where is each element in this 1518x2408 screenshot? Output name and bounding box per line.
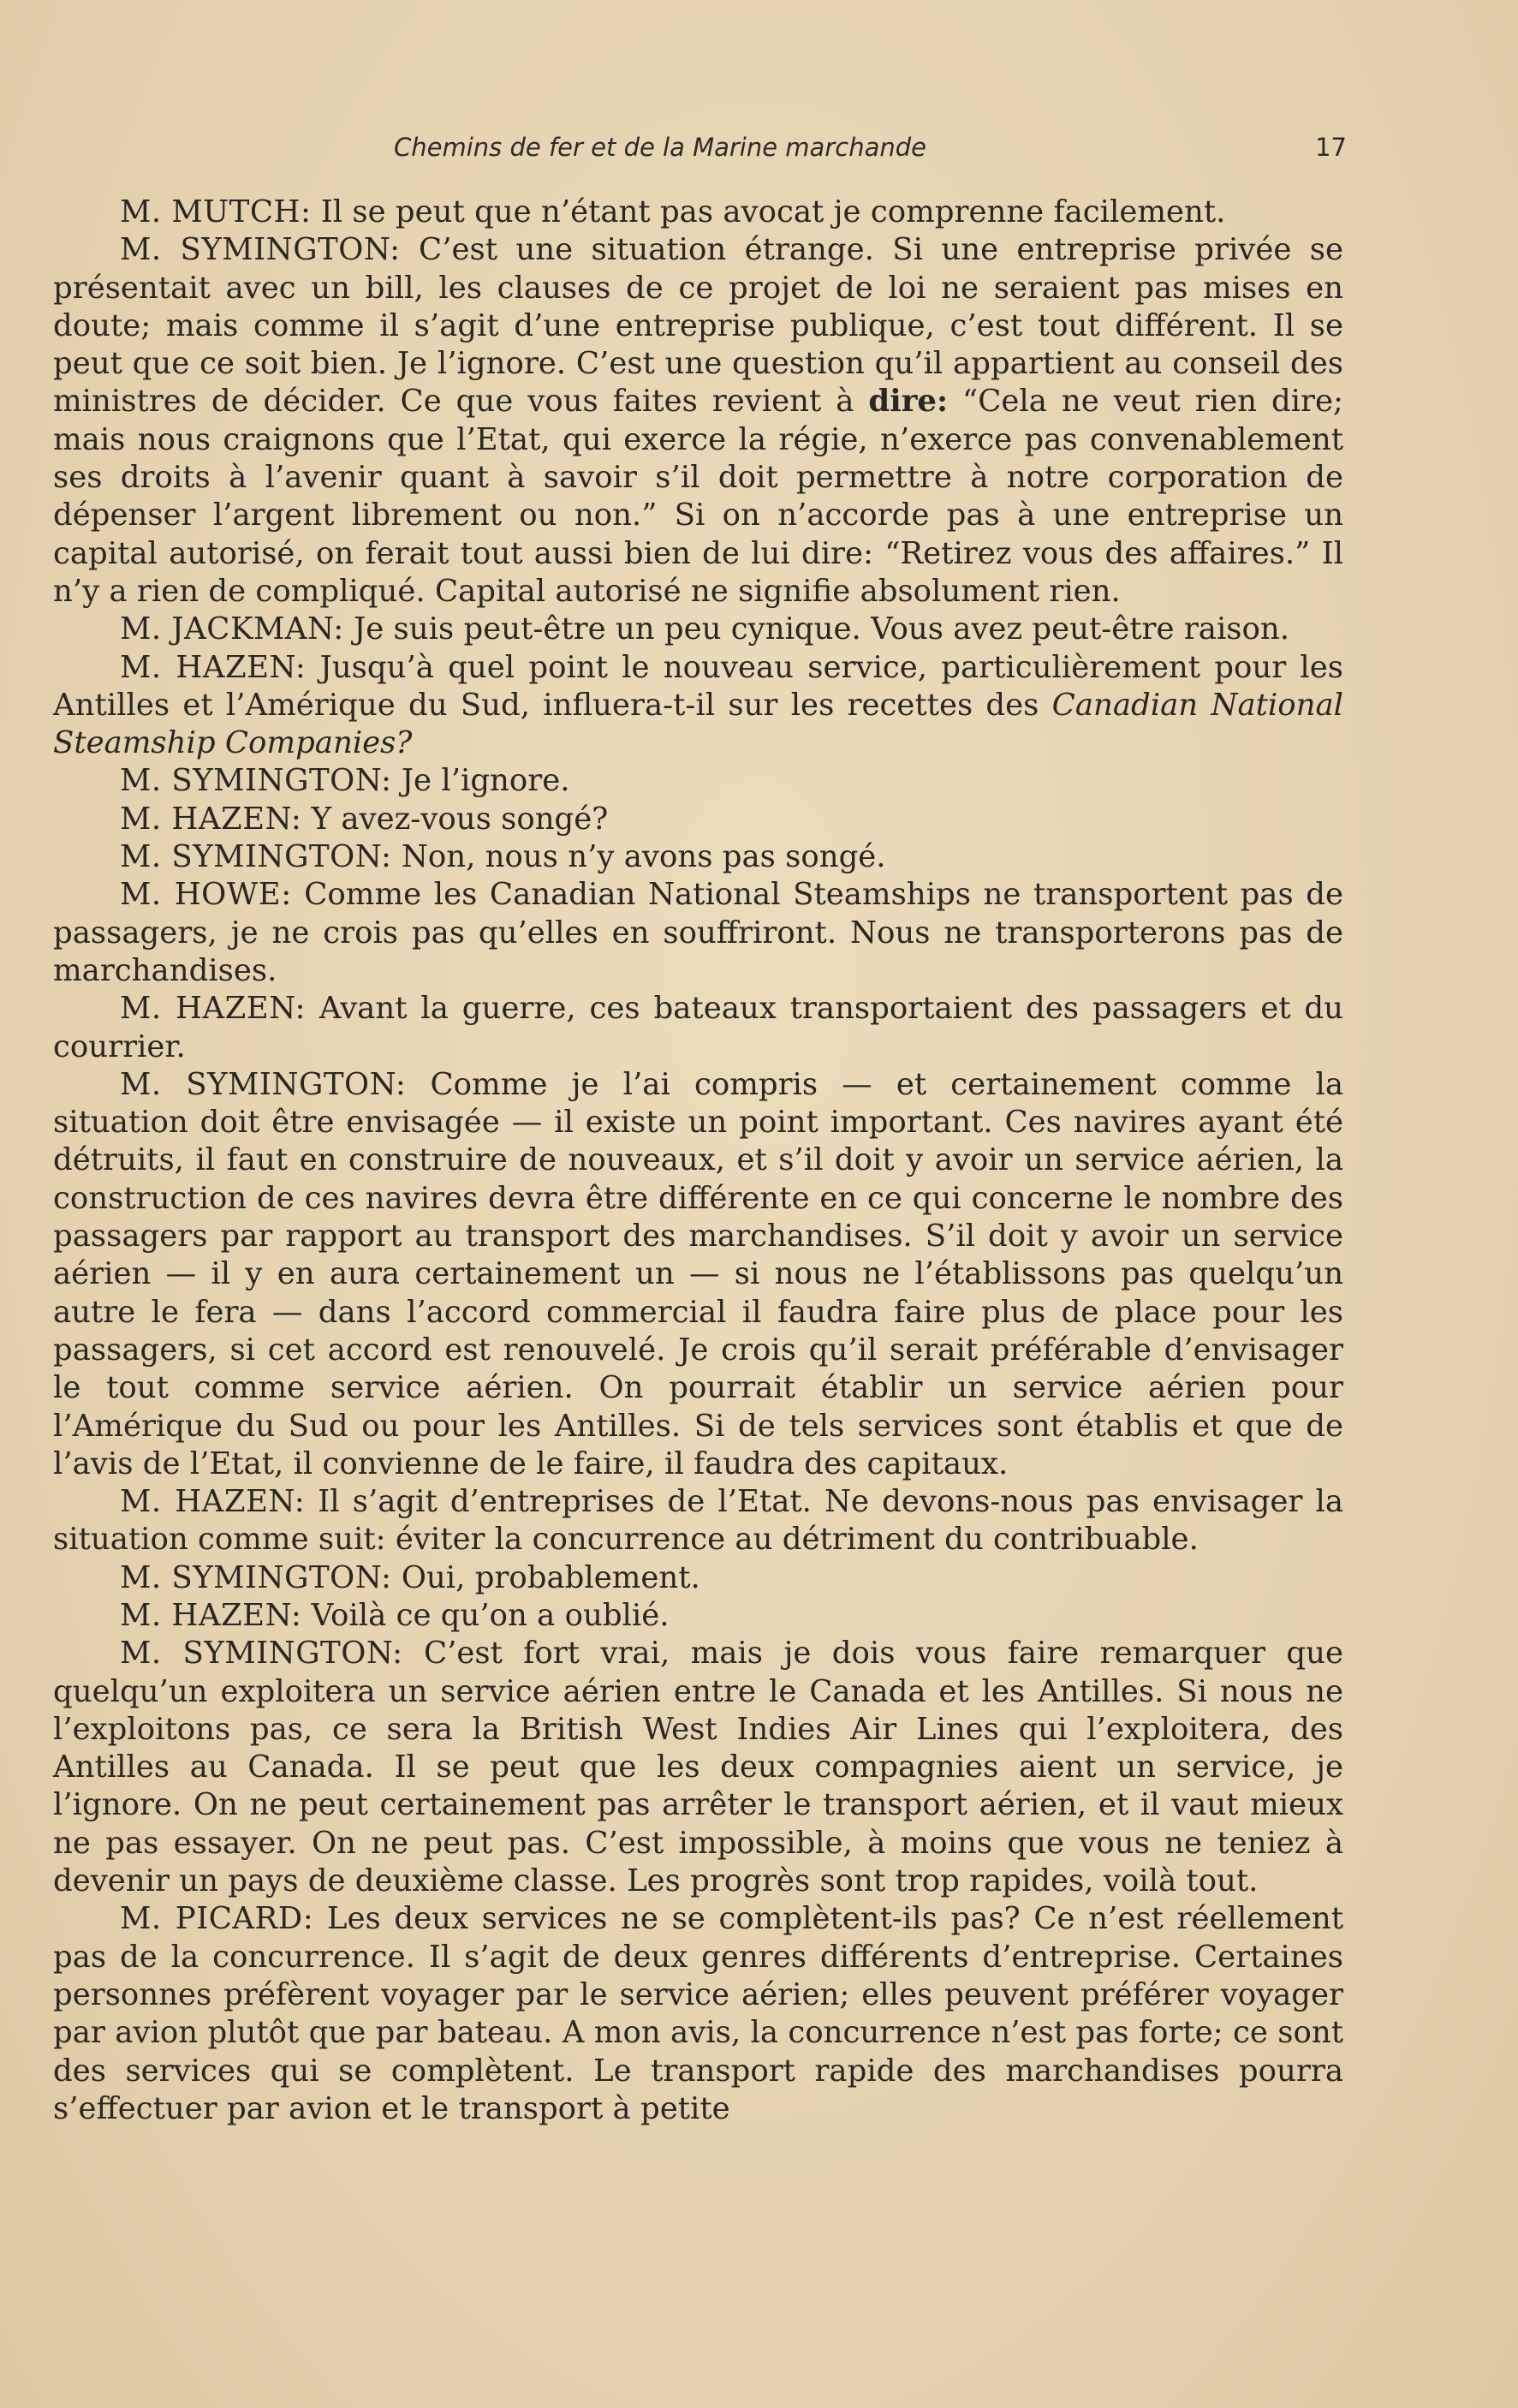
- speaker-name: M. SYMINGTON:: [120, 839, 392, 875]
- paragraph: [53, 231, 1343, 611]
- speech-text: Je suis peut-être un peu cynique. Vous avez peut-être raison.: [354, 611, 1290, 647]
- paragraph: [53, 1597, 1343, 1635]
- paragraph: [53, 1066, 1343, 1483]
- speech-text: Je l’ignore.: [401, 763, 570, 799]
- paragraph: [53, 649, 1343, 763]
- speech-text: C’est une situation étrange. Si une entreprise privée se présentait avec un bill, les clauses de ce projet de loi ne seraient pas mises en doute; mais comme il s’agit d’une entreprise publique, c’est tout différent. Il se peut que ce soit bien. Je l’ignore. C’est une question qu’il appartient au conseil des ministres de décider. Ce que vous faites revient à: [53, 232, 1343, 420]
- speaker-name: M. SYMINGTON:: [120, 763, 392, 799]
- speech-italic: Canadian National Steamship Companies?: [53, 687, 1343, 761]
- speech-text: Y avez-vous songé?: [311, 801, 609, 837]
- speech-bold-word: dire:: [868, 384, 949, 420]
- running-header: [394, 133, 1347, 162]
- paragraph: [53, 801, 1343, 838]
- speaker-name: M. HAZEN:: [120, 649, 307, 685]
- speech-text: “Cela ne veut rien dire; mais nous craignons que l’Etat, qui exerce la régie, n’exerce pas convenablement ses droits à l’avenir quant à savoir s’il doit permettre à notre corporation de dépenser l’argent librement ou non.” Si on n’accorde pas à une entreprise un capital autorisé, on ferait tout aussi bien de lui dire: “Retirez vous des affaires.” Il n’y a rien de compliqué. Capital autorisé ne signifie absolument rien.: [53, 384, 1343, 609]
- paragraph: [53, 1900, 1343, 2128]
- speech-text: Comme les Canadian National Steamships ne transportent pas de passagers, je ne crois pas qu’elles en souffriront. Nous ne transporterons pas de marchandises.: [53, 877, 1343, 988]
- speaker-name: M. HOWE:: [120, 877, 292, 913]
- speech-text: Oui, probablement.: [401, 1559, 700, 1595]
- paragraph: [53, 611, 1343, 648]
- page-number: 17: [1315, 133, 1347, 162]
- speech-text: Jusqu’à quel point le nouveau service, particulièrement pour les Antilles et l’Amérique du Sud, influera-t-il sur les recettes des: [53, 649, 1343, 723]
- paragraph: [53, 1483, 1343, 1559]
- speaker-name: M. SYMINGTON:: [120, 1636, 403, 1672]
- paragraph: [53, 762, 1343, 800]
- speaker-name: M. HAZEN:: [120, 1484, 306, 1520]
- speech-text: Il s’agit d’entreprises de l’Etat. Ne devons-nous pas envisager la situation comme suit: éviter la concurrence au détriment du contribuable.: [53, 1484, 1343, 1558]
- speech-text: Les deux services ne se complètent-ils pas? Ce n’est réellement pas de la concurrence. Il s’agit de deux genres différents d’entreprise. Certaines personnes préfèrent voyager par le service aérien; elles peuvent préférer voyager par avion plutôt que par bateau. A mon avis, la concurrence n’est pas forte; ce sont des services qui se complètent. Le transport rapide des marchandises pourra s’effectuer par avion et le transport à petite: [53, 1901, 1343, 2126]
- speaker-name: M. HAZEN:: [120, 1597, 302, 1633]
- transcript-body: [53, 194, 1343, 2128]
- speaker-name: M. SYMINGTON:: [120, 1559, 392, 1595]
- speaker-name: M. PICARD:: [120, 1901, 314, 1937]
- paragraph: [53, 990, 1343, 1066]
- speech-text: Il se peut que n’étant pas avocat je comprenne facilement.: [320, 194, 1226, 229]
- speaker-name: M. MUTCH:: [120, 194, 312, 229]
- speech-text: Non, nous n’y avons pas songé.: [401, 839, 886, 875]
- speech-text: Voilà ce qu’on a oublié.: [311, 1597, 670, 1633]
- running-title: Chemins de fer et de la Marine marchande: [394, 133, 926, 162]
- paragraph: [53, 838, 1343, 876]
- speaker-name: M. SYMINGTON:: [120, 232, 401, 268]
- paragraph: [53, 876, 1343, 990]
- paragraph: [53, 1559, 1343, 1597]
- paragraph: [53, 194, 1343, 231]
- speaker-name: M. JACKMAN:: [120, 611, 344, 647]
- speech-text: C’est fort vrai, mais je dois vous faire remarquer que quelqu’un exploitera un service aérien entre le Canada et les Antilles. Si nous ne l’exploitons pas, ce sera la British West Indies Air Lines qui l’exploitera, des Antilles au Canada. Il se peut que les deux compagnies aient un service, je l’ignore. On ne peut certainement pas arrêter le transport aérien, et il vaut mieux ne pas essayer. On ne peut pas. C’est impossible, à moins que vous ne teniez à devenir un pays de deuxième classe. Les progrès sont trop rapides, voilà tout.: [53, 1636, 1343, 1899]
- speaker-name: M. HAZEN:: [120, 801, 302, 837]
- speech-text: Comme je l’ai compris — et certainement comme la situation doit être envisagée — il existe un point important. Ces navires ayant été détruits, il faut en construire de nouveaux, et s’il doit y avoir un service aérien, la construction de ces navires devra être différente en ce qui concerne le nombre des passagers par rapport au transport des marchandises. S’il doit y avoir un service aérien — il y en aura certainement un — si nous ne l’établissons pas quelqu’un autre le fera — dans l’accord commercial il faudra faire plus de place pour les passagers, si cet accord est renouvelé. Je crois qu’il serait préférable d’envisager le tout comme service aérien. On pourrait établir un service aérien pour l’Amérique du Sud ou pour les Antilles. Si de tels services sont établis et que de l’avis de l’Etat, il convienne de le faire, il faudra des capitaux.: [53, 1066, 1343, 1481]
- speech-text: Avant la guerre, ces bateaux transportaient des passagers et du courrier.: [53, 991, 1343, 1064]
- speaker-name: M. SYMINGTON:: [120, 1066, 407, 1102]
- paragraph: [53, 1635, 1343, 1900]
- speaker-name: M. HAZEN:: [120, 991, 306, 1027]
